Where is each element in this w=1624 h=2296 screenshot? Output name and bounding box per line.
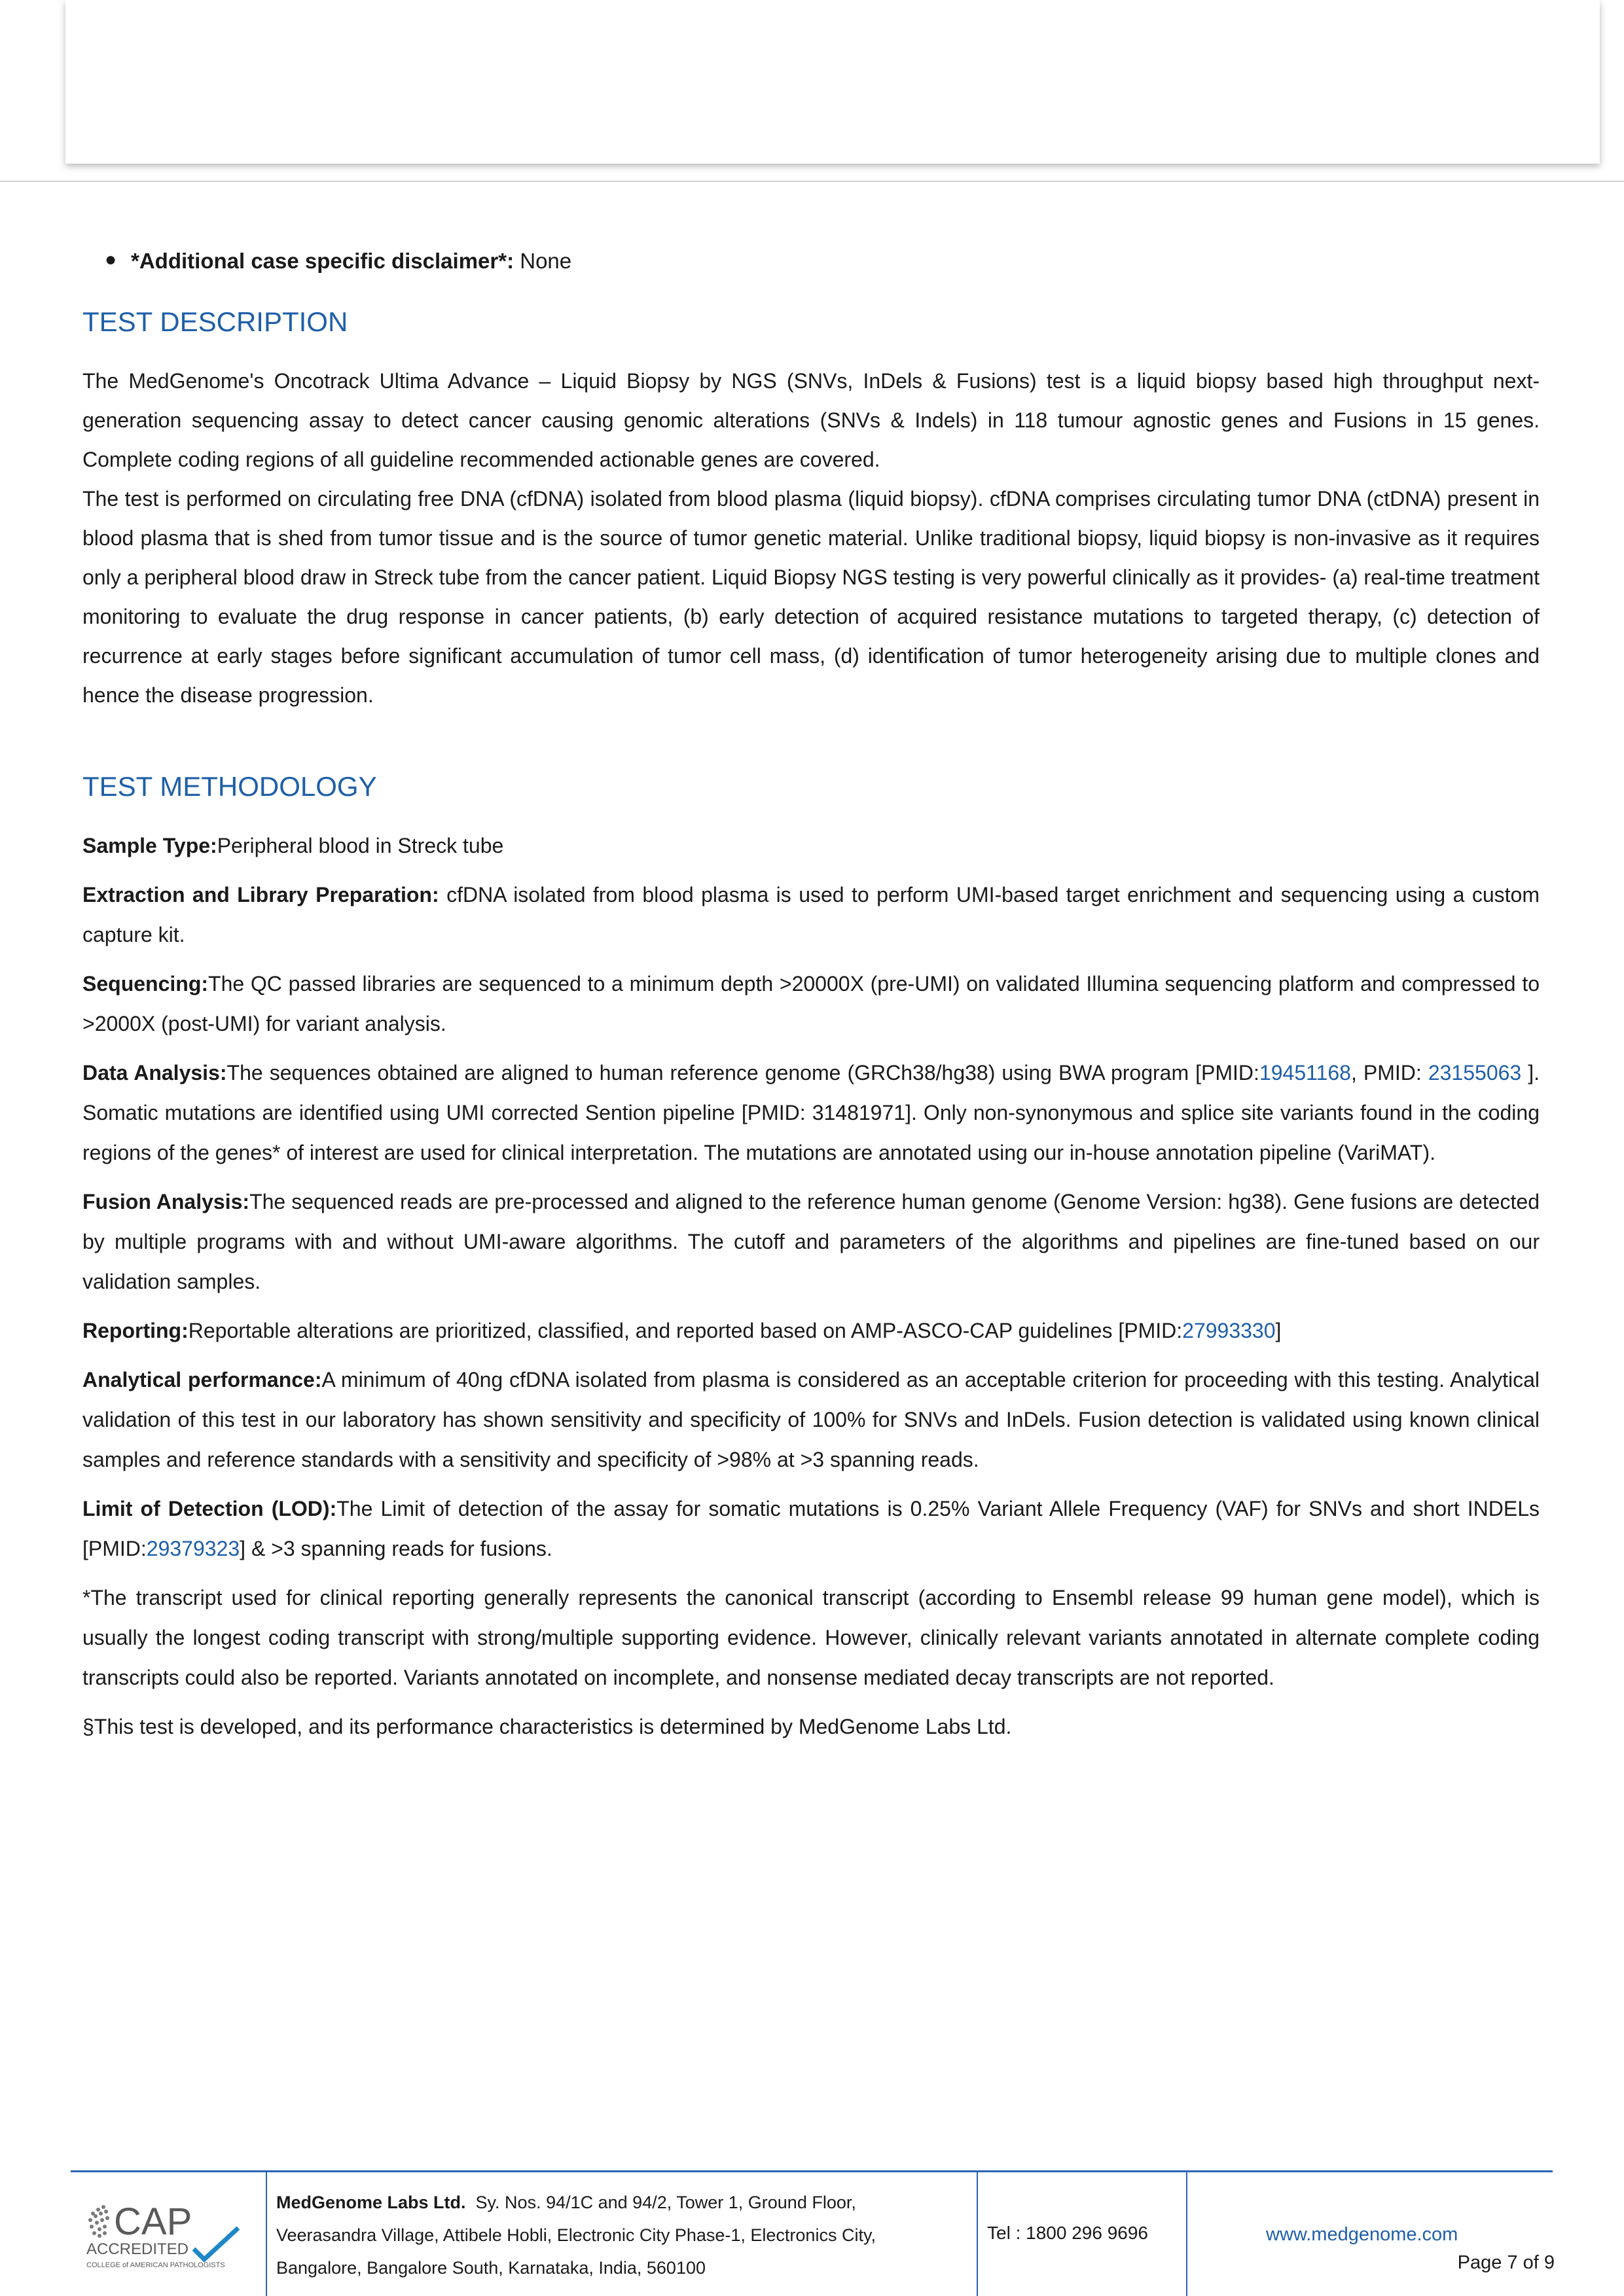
- data-analysis-text-2: , PMID:: [1350, 1061, 1428, 1085]
- footer-telephone: Tel : 1800 296 9696: [987, 2223, 1148, 2243]
- lod-label: Limit of Detection (LOD):: [82, 1497, 337, 1520]
- test-methodology-title: TEST METHODOLOGY: [82, 771, 377, 802]
- bullet-icon: ●: [105, 249, 117, 270]
- cap-accredited-logo: [84, 2194, 254, 2272]
- developed-note: §This test is developed, and its performance characteristics is determined by MedGenome Labs Ltd.: [82, 1715, 1012, 1738]
- page-number: Page 7 of 9: [1457, 2252, 1555, 2273]
- test-description-body: [82, 361, 1540, 715]
- footer-column-divider: [266, 2172, 267, 2296]
- sequencing: [82, 964, 1540, 1044]
- address-line-3: Bangalore, Bangalore South, Karnataka, India, 560100: [276, 2258, 706, 2278]
- lod-text-2: ] & >3 spanning reads for fusions.: [240, 1537, 552, 1560]
- analytical-performance: [82, 1360, 1540, 1480]
- sample-type: [82, 826, 1540, 866]
- disclaimer-label: *Additional case specific disclaimer*:: [131, 249, 514, 273]
- data-analysis-text-3: ]. Somatic mutations are identified using UMI corrected Sention pipeline [PMID: 31481971]. Only non-synonymous and splice site variants found in the coding regions of the genes* of interest are used for clinical interpretation. The mutations are annotated using our in-house annotation pipeline (VariMAT).: [82, 1061, 1540, 1164]
- data-analysis: [82, 1053, 1540, 1173]
- footer-column-divider: [977, 2172, 978, 2296]
- reporting-text: Reportable alterations are prioritized, classified, and reported based on AMP-ASCO-CAP guidelines [PMID:: [188, 1319, 1183, 1342]
- address-line-2: Veerasandra Village, Attibele Hobli, Electronic City Phase-1, Electronics City,: [276, 2225, 876, 2245]
- pmid-link-23155063[interactable]: 23155063: [1428, 1061, 1522, 1085]
- disclaimer-value: None: [520, 249, 572, 273]
- accredited-text: ACCREDITED: [86, 2240, 189, 2258]
- footer-divider: [71, 2170, 1553, 2172]
- checkmark-icon: [194, 2228, 238, 2259]
- company-name: MedGenome Labs Ltd.: [276, 2193, 466, 2212]
- fusion-analysis-label: Fusion Analysis:: [82, 1190, 250, 1213]
- extraction-prep: [82, 875, 1540, 955]
- test-description-title: TEST DESCRIPTION: [82, 306, 348, 337]
- footer-column-divider: [1186, 2172, 1187, 2296]
- reporting-label: Reporting:: [82, 1319, 189, 1342]
- reporting: [82, 1311, 1540, 1351]
- methodology-body: [82, 826, 1540, 1747]
- footer-address: [276, 2186, 876, 2284]
- cap-text: CAP: [114, 2200, 192, 2243]
- pmid-link-19451168[interactable]: 19451168: [1259, 1061, 1351, 1085]
- header-box: [65, 0, 1600, 164]
- page-content: [82, 249, 1540, 1756]
- transcript-note: *The transcript used for clinical reporting generally represents the canonical transcript (according to Ensembl release 99 human gene model), which is usually the longest coding transcript with strong/multiple supporting evidence. However, clinically relevant variants annotated in alternate complete coding transcripts could also be reported. Variants annotated on incomplete, and nonsense mediated decay transcripts are not reported.: [82, 1586, 1540, 1689]
- address-line-1: Sy. Nos. 94/1C and 94/2, Tower 1, Ground Floor,: [475, 2193, 856, 2212]
- description-paragraph-1: The MedGenome's Oncotrack Ultima Advance – Liquid Biopsy by NGS (SNVs, InDels & Fusions) test is a liquid biopsy based high throughput next-generation sequencing assay to detect cancer causing genomic alterations (SNVs & Indels) in 118 tumour agnostic genes and Fusions in 15 genes. Complete coding regions of all guideline recommended actionable genes are covered.: [82, 369, 1540, 471]
- limit-of-detection: [82, 1489, 1540, 1569]
- extraction-label: Extraction and Library Preparation:: [82, 883, 439, 906]
- pmid-link-29379323[interactable]: 29379323: [146, 1537, 240, 1560]
- sample-type-text: Peripheral blood in Streck tube: [217, 834, 504, 857]
- analytical-label: Analytical performance:: [82, 1368, 322, 1391]
- analytical-text: A minimum of 40ng cfDNA isolated from plasma is considered as an acceptable criterion for proceeding with this testing. Analytical validation of this test in our laboratory has shown sensitivity and specificity of 100% for SNVs and InDels. Fusion detection is validated using known clinical samples and reference standards with a sensitivity and specificity of >98% at >3 spanning reads.: [82, 1368, 1540, 1471]
- sequencing-text: The QC passed libraries are sequenced to a minimum depth >20000X (pre-UMI) on validated Illumina sequencing platform and compressed to >2000X (post-UMI) for variant analysis.: [82, 972, 1540, 1035]
- lod-text: The Limit of detection of the assay for somatic mutations is 0.25% Variant Allele Frequency (VAF) for SNVs and short INDELs [PMID:: [82, 1497, 1540, 1560]
- fusion-analysis-text: The sequenced reads are pre-processed and aligned to the reference human genome (Genome Version: hg38). Gene fusions are detected by multiple programs with and without UMI-aware algorithms. The cutoff and parameters of the algorithms and pipelines are fine-tuned based on our validation samples.: [82, 1190, 1540, 1293]
- header-divider: [0, 181, 1624, 182]
- pmid-link-27993330[interactable]: 27993330: [1182, 1319, 1276, 1342]
- description-paragraph-2: The test is performed on circulating free DNA (cfDNA) isolated from blood plasma (liquid biopsy). cfDNA comprises circulating tumor DNA (ctDNA) present in blood plasma that is shed from tumor tissue and is the source of tumor genetic material. Unlike traditional biopsy, liquid biopsy is non-invasive as it requires only a peripheral blood draw in Streck tube from the cancer patient. Liquid Biopsy NGS testing is very powerful clinically as it provides- (a) real-time treatment monitoring to evaluate the drug response in cancer patients, (b) early detection of acquired resistance mutations to targeted therapy, (c) detection of recurrence at early stages before significant accumulation of tumor cell mass, (d) identification of tumor heterogeneity arising due to multiple clones and hence the disease progression.: [82, 487, 1540, 707]
- extraction-text: cfDNA isolated from blood plasma is used to perform UMI-based target enrichment and sequencing using a custom capture kit.: [82, 883, 1540, 946]
- reporting-end: ]: [1275, 1319, 1282, 1342]
- data-analysis-label: Data Analysis:: [82, 1061, 227, 1085]
- fusion-analysis: [82, 1182, 1540, 1302]
- sequencing-label: Sequencing:: [82, 972, 209, 996]
- sample-type-label: Sample Type:: [82, 834, 217, 857]
- cap-college-text: COLLEGE of AMERICAN PATHOLOGISTS: [86, 2261, 225, 2269]
- data-analysis-text: The sequences obtained are aligned to human reference genome (GRCh38/hg38) using BWA program [PMID:: [226, 1061, 1259, 1085]
- footer-website-link[interactable]: www.medgenome.com: [1266, 2224, 1458, 2245]
- case-disclaimer: [105, 249, 1540, 274]
